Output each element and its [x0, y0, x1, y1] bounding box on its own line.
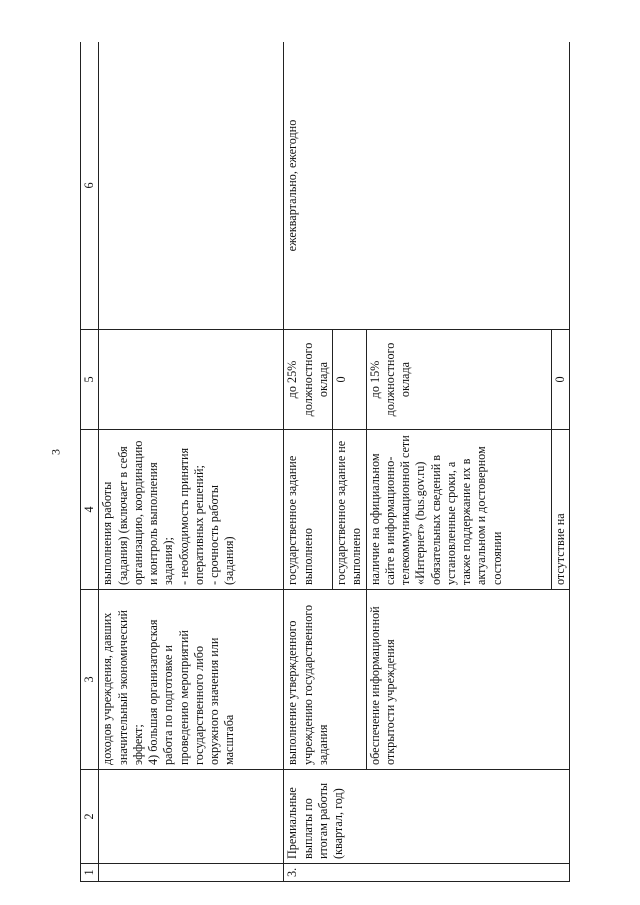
page-number: 3: [48, 449, 63, 455]
cell-condition: наличие на официальном сайте в информационно-телекоммуникационной сети «Интернет» (bus.gov.ru) обязательных сведений в установленные сроки, а также поддержание их в актуальном и достоверном состоянии: [366, 430, 551, 590]
header-cell: 5: [81, 330, 99, 430]
cell-period: ежеквартально, ежегодно: [284, 42, 570, 330]
cell-amount: [99, 330, 284, 430]
cell-period: [99, 42, 284, 330]
cell-amount: 0: [551, 330, 569, 430]
cell-payment-name: Премиальные выплаты по итогам работы (квартал, год): [284, 770, 570, 864]
cell-amount: до 15% должностного оклада: [366, 330, 551, 430]
header-cell: 6: [81, 42, 99, 330]
header-cell: 4: [81, 430, 99, 590]
table-row: [284, 42, 333, 882]
cell-payment-name: [99, 770, 284, 864]
cell-criterion: выполнение утвержденного учреждению государственного задания: [284, 590, 366, 770]
cell-condition: отсутствие на: [551, 430, 569, 590]
cell-condition: государственное задание выполнено: [284, 430, 333, 590]
cell-criterion: доходов учреждения, давших значительный экономический эффект; 4) большая организаторская работа по подготовке и проведению мероприятий государственного либо окружного значения или масштаба: [99, 590, 284, 770]
cell-condition: выполнения работы (задания) (включает в себя организацию, координацию и контроль выполнения задания); - необходимость принятия оперативных решений; - срочность работы (задания): [99, 430, 284, 590]
criteria-table: [80, 42, 570, 882]
table-wrapper: [80, 42, 640, 882]
header-row: [81, 42, 99, 882]
cell-number: 3.: [284, 864, 570, 882]
header-cell: 3: [81, 590, 99, 770]
cell-condition: государственное задание не выполнено: [333, 430, 367, 590]
cell-criterion: обеспечение информационной открытости учреждения: [366, 590, 569, 770]
table-row: [99, 42, 284, 882]
header-cell: 2: [81, 770, 99, 864]
header-cell: 1: [81, 864, 99, 882]
cell-number: [99, 864, 284, 882]
cell-amount: до 25% должностного оклада: [284, 330, 333, 430]
cell-amount: 0: [333, 330, 367, 430]
